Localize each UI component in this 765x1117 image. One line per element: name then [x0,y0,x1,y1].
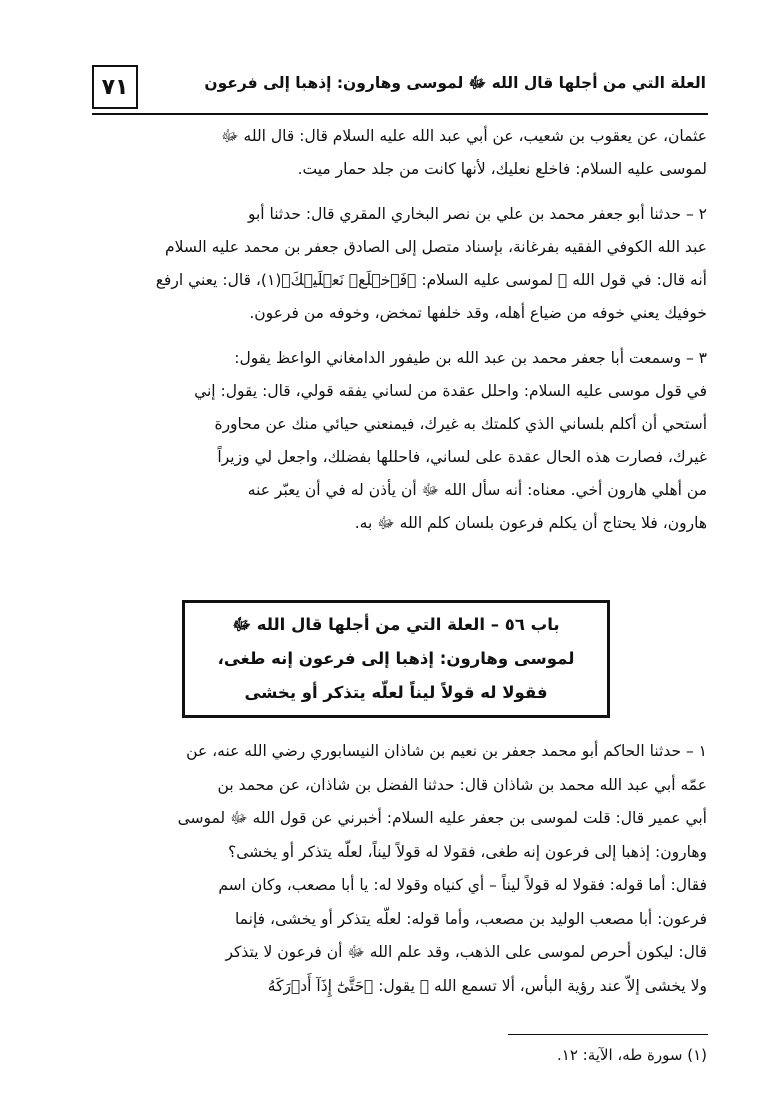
text-line: عمّه أبي عبد الله محمد بن شاذان قال: حدثنا الفضل بن شاذان، عن محمد بن [217,775,707,794]
chapter-heading-box [182,600,610,718]
body-text-bottom [95,735,707,1003]
text-line: خوفيك يعني خوفه من ضياع أهله، وقد خلفها تمخض، وخوفه من فرعون. [249,304,707,322]
text-line: أنه قال: في قول الله ﷻ لموسى عليه السلام: ﴿فَٱخۡلَعۡ نَعۡلَيۡكَ﴾(١)، قال: يعني ارفع [155,271,707,289]
chapter-heading-line: لموسى وهارون: إذهبا إلى فرعون إنه طغى، [217,649,575,668]
running-title: العلة التي من أجلها قال الله ﷻ لموسى وهارون: إذهبا إلى فرعون [204,74,706,92]
text-line: لموسى عليه السلام: فاخلع نعليك، لأنها كانت من جلد حمار ميت. [297,160,707,178]
text-line: فقال: أما قوله: فقولا له قولاً ليناً – أي كنياه وقولا له: يا أبا مصعب، وكان اسم [218,876,707,894]
paragraph-2 [95,198,707,330]
text-line: أبي عمير قال: قلت لموسى بن جعفر عليه السلام: أخبرني عن قول الله ﷻ لموسى [177,809,707,827]
page-number-box [92,65,138,109]
running-header [92,65,708,115]
footnote: (١) سورة طه، الآية: ١٢. [557,1046,707,1064]
text-line: غيرك، فصارت هذه الحال عقدة على لساني، فاحللها بفضلك، واجعل لي وزيراً [217,448,707,466]
text-line: هارون، فلا يحتاج أن يكلم فرعون بلسان كلم الله ﷻ به. [354,514,707,532]
text-line: عثمان، عن يعقوب بن شعيب، عن أبي عبد الله عليه السلام قال: قال الله ﷻ [221,127,707,145]
footnote-divider [508,1034,708,1035]
text-line: عبد الله الكوفي الفقيه بفرغانة، بإسناد متصل إلى الصادق جعفر بن محمد عليه السلام [165,238,707,256]
body-text-top [95,120,707,540]
page-number: ٧١ [101,74,129,100]
text-line: ٣ – وسمعت أبا جعفر محمد بن عبد الله بن طيفور الدامغاني الواعظ يقول: [234,349,707,367]
text-line: ١ – حدثنا الحاكم أبو محمد جعفر بن نعيم بن شاذان النيسابوري رضي الله عنه، عن [186,742,707,760]
text-line: فرعون: أبا مصعب الوليد بن مصعب، وأما قوله: لعلّه يتذكر أو يخشى، فإنما [234,909,707,928]
text-line: وهارون: إذهبا إلى فرعون إنه طغى، فقولا له قولاً ليناً، لعلّه يتذكر أو يخشى؟ [228,842,707,861]
text-line: قال: ليكون أحرص لموسى على الذهب، وقد علم الله ﷻ أن فرعون لا يتذكر [225,943,707,961]
paragraph-3 [95,342,707,540]
text-line: في قول موسى عليه السلام: واحلل عقدة من لساني يفقه قولي، قال: يقول: إني [194,382,707,400]
text-line: ولا يخشى إلاّ عند رؤية البأس، ألا تسمع الله ﷻ يقول: ﴿حَتَّىٰٓ إِذَآ أَدۡرَكَهُ [267,976,707,995]
text-line: ٢ – حدثنا أبو جعفر محمد بن علي بن نصر البخاري المقري قال: حدثنا أبو [247,205,707,223]
chapter-heading-line: باب ٥٦ – العلة التي من أجلها قال الله ﷻ [232,615,560,634]
paragraph-continued [95,120,707,186]
text-line: أستحي أن أكلم بلساني الذي كلمتك به غيرك، فيمنعني حيائي منك عن محاورة [214,415,707,433]
chapter-heading-line: فقولا له قولاً ليناً لعلّه يتذكر أو يخشى [244,683,548,702]
text-line: من أهلي هارون أخي. معناه: أنه سأل الله ﷻ أن يأذن له في أن يعبّر عنه [247,481,707,499]
paragraph-1 [95,735,707,1003]
